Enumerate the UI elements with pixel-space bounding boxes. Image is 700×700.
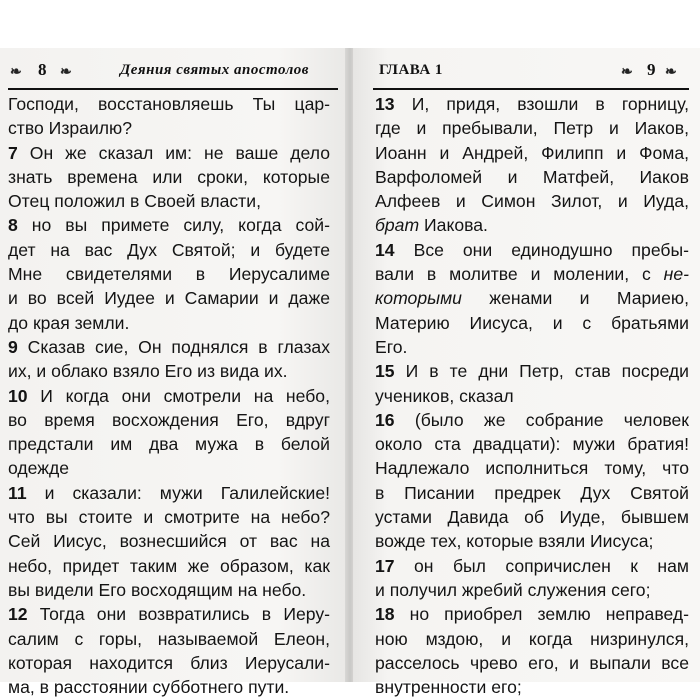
text-line <box>8 456 330 480</box>
line-text: Материю Иисуса, и с братьями <box>375 312 689 333</box>
text-line <box>8 384 330 408</box>
verse-number: 14 <box>375 239 395 260</box>
right-page <box>353 48 700 698</box>
line-text: учеников, сказал <box>375 385 514 406</box>
line-text: Тогда они возвратились в Иеру- <box>27 604 330 625</box>
book-spread <box>0 48 700 698</box>
italic-word: которыми <box>375 288 462 309</box>
text-line <box>8 505 330 529</box>
text-line <box>8 529 330 553</box>
text-line <box>375 384 689 408</box>
text-line <box>375 505 689 529</box>
header-rule <box>8 88 338 90</box>
text-line <box>8 359 330 383</box>
text-line <box>375 311 689 335</box>
line-text: Отец положил в Своей власти, <box>8 191 261 212</box>
line-text: И когда они смотрели на небо, <box>27 385 330 406</box>
left-page-header <box>0 58 347 88</box>
italic-word: брат <box>375 215 420 236</box>
text-line <box>375 627 689 651</box>
line-text: Мне свидетелями в Иерусалиме <box>8 264 330 285</box>
text-line <box>8 238 330 262</box>
line-text: во время восхождения Его, вдруг <box>8 409 330 430</box>
ornament-flourish-icon: ❧ <box>621 65 633 80</box>
text-line <box>8 141 330 165</box>
line-text: и получил жребий служения сего; <box>375 579 651 600</box>
text-line <box>375 92 689 116</box>
text-line <box>8 262 330 286</box>
text-line <box>8 602 330 626</box>
text-line <box>375 262 689 286</box>
italic-word: не- <box>663 264 689 285</box>
line-text: Надлежало исполниться тому, что <box>375 458 689 479</box>
verse-number: 10 <box>8 385 28 406</box>
text-line <box>8 116 330 140</box>
line-text: их, и облако взяло Его из вида их. <box>8 361 288 382</box>
line-text: вожде тех, которые взяли Иисуса; <box>375 531 654 552</box>
verse-number: 15 <box>375 361 395 382</box>
verse-number: 13 <box>375 94 395 114</box>
line-text: Варфоломей и Матфей, Иаков <box>375 166 689 187</box>
line-text: что вы стоите и смотрите на небо? <box>8 507 330 528</box>
text-line <box>375 481 689 505</box>
line-text: Алфеев и Симон Зилот, и Иуда, <box>375 191 689 212</box>
line-text: дет на вас Дух Святой; и будете <box>8 239 330 260</box>
line-text: Сказав сие, Он поднялся в глазах <box>17 336 330 357</box>
line-text: салим с горы, называемой Елеон, <box>8 628 330 649</box>
line-text: которая находится близ Иерусали- <box>8 652 330 673</box>
ornament-flourish-icon: ❧ <box>60 65 72 80</box>
text-line <box>8 286 330 310</box>
line-text: Иоанн и Андрей, Филипп и Фома, <box>375 142 689 163</box>
text-line <box>375 432 689 456</box>
verse-number: 17 <box>375 555 395 576</box>
line-text: (было же собрание человек <box>394 409 689 430</box>
text-line <box>8 651 330 675</box>
verse-number: 11 <box>8 482 27 503</box>
line-text: он был сопричислен к нам <box>394 555 689 576</box>
line-text: до края земли. <box>8 312 130 333</box>
line-text: но вы примете силу, когда сой- <box>17 215 330 236</box>
verse-number: 8 <box>8 215 18 236</box>
text-line <box>375 286 689 310</box>
text-line <box>375 116 689 140</box>
line-text: небо, придет таким же образом, как <box>8 555 330 576</box>
text-line <box>8 189 330 213</box>
text-line <box>8 675 330 699</box>
line-text: но приобрел землю неправед- <box>394 604 689 625</box>
left-page <box>0 48 347 698</box>
text-line <box>8 408 330 432</box>
text-line <box>375 165 689 189</box>
line-text: и сказали: мужи Галилейские! <box>26 482 330 503</box>
line-text: ма, в расстоянии субботнего пути. <box>8 677 290 698</box>
text-line <box>8 432 330 456</box>
line-text: Все они единодушно пребы- <box>394 239 689 260</box>
line-text: знать времена или сроки, которые <box>8 166 330 187</box>
verse-number: 7 <box>8 142 18 163</box>
verse-number: 12 <box>8 604 28 625</box>
line-text: ство Израилю? <box>8 118 133 139</box>
text-line <box>8 627 330 651</box>
line-text: вали в молитве и молении, с <box>375 264 664 285</box>
text-line <box>8 311 330 335</box>
verse-number: 18 <box>375 604 395 625</box>
chapter-heading: ГЛАВА 1 <box>379 62 443 78</box>
verse-number: 16 <box>375 409 395 430</box>
ornament-flourish-icon: ❧ <box>10 65 22 80</box>
line-text: Сей Иисус, вознесшийся от вас на <box>8 531 330 552</box>
text-line <box>375 578 689 602</box>
line-text: и во всей Иудее и Самарии и даже <box>8 288 330 309</box>
verse-number: 9 <box>8 336 18 357</box>
line-text: устами Давида об Иуде, бывшем <box>375 507 689 528</box>
text-line <box>8 335 330 359</box>
text-line <box>375 602 689 626</box>
text-line <box>375 529 689 553</box>
left-page-number: 8 <box>38 60 47 79</box>
line-text: где и пребывали, Петр и Иаков, <box>375 118 689 139</box>
text-line <box>375 675 689 699</box>
text-line <box>8 578 330 602</box>
ornament-flourish-icon: ❧ <box>665 65 677 80</box>
left-page-text <box>8 92 330 699</box>
line-text: Он же сказал им: не ваше дело <box>17 142 330 163</box>
text-line <box>375 189 689 213</box>
line-text: вы видели Его восходящим на небо. <box>8 579 307 600</box>
line-text: в Писании предрек Дух Святой <box>375 482 689 503</box>
line-text: Его. <box>375 336 408 357</box>
text-line <box>8 481 330 505</box>
right-page-header <box>353 58 700 88</box>
text-line <box>8 213 330 237</box>
line-text: расселось чрево его, и выпали все <box>375 652 689 673</box>
line-text: И, придя, взошли в горницу, <box>394 94 689 114</box>
text-line <box>375 359 689 383</box>
header-rule <box>373 88 689 90</box>
running-title: Деяния святых апостолов <box>120 62 309 78</box>
text-line <box>375 554 689 578</box>
text-line <box>375 335 689 359</box>
line-text: около ста двадцати): мужи братия! <box>375 434 689 455</box>
line-text: Господи, восстановляешь Ты цар- <box>8 94 330 114</box>
line-text: одежде <box>8 458 70 479</box>
line-text: И в те дни Петр, став посреди <box>394 361 689 382</box>
text-line <box>375 651 689 675</box>
line-text: ною мздою, и когда низринулся, <box>375 628 689 649</box>
text-line <box>375 238 689 262</box>
text-line <box>8 165 330 189</box>
text-line <box>375 141 689 165</box>
text-line <box>8 554 330 578</box>
text-line <box>375 213 689 237</box>
right-page-number: 9 <box>647 60 656 79</box>
text-line <box>8 92 330 116</box>
line-text: женами и Мариею, <box>461 288 689 309</box>
line-text: внутренности его; <box>375 677 522 698</box>
line-text: предстали им два мужа в белой <box>8 434 330 455</box>
text-line <box>375 408 689 432</box>
line-text: Иакова. <box>419 215 488 236</box>
right-page-text <box>375 92 689 699</box>
text-line <box>375 456 689 480</box>
